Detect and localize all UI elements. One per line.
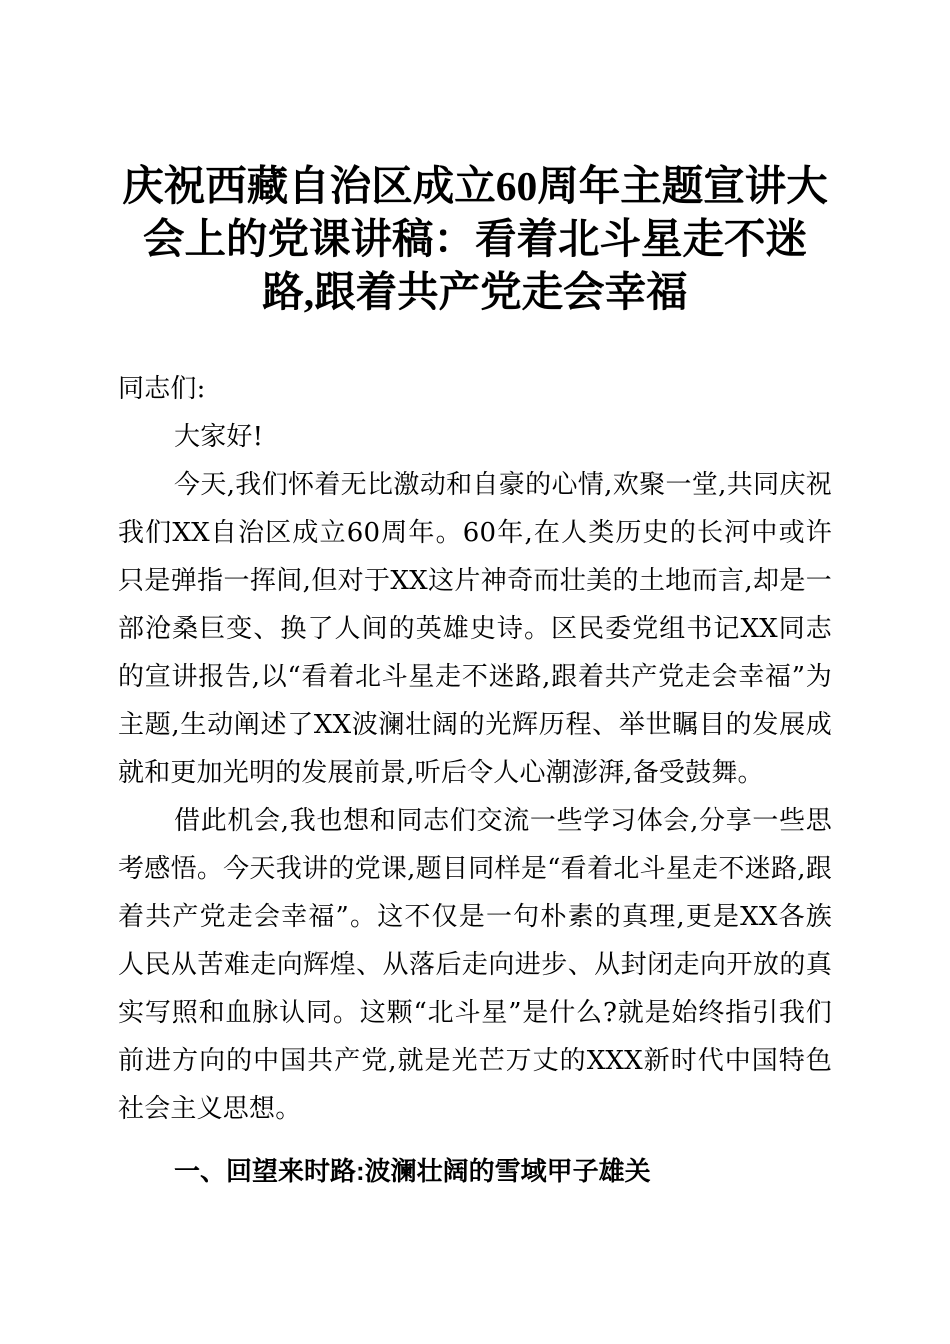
- document-title: 庆祝西藏自治区成立60周年主题宣讲大会上的党课讲稿：看着北斗星走不迷路,跟着共产党走会幸福: [122, 163, 828, 315]
- section-heading-1: 一、回望来时路:波澜壮阔的雪域甲子雄关: [174, 1156, 651, 1186]
- salutation-line: 同志们:: [118, 374, 206, 404]
- document-content: [118, 0, 832, 1195]
- paragraph-1: 今天,我们怀着无比激动和自豪的心情,欢聚一堂,共同庆祝我们XX自治区成立60周年。60年,在人类历史的长河中或许只是弹指一挥间,但对于XX这片神奇而壮美的土地而言,却是一部沧桑巨变、换了人间的英雄史诗。区民委党组书记XX同志的宣讲报告,以“看着北斗星走不迷路,跟着共产党走会幸福”为主题,生动阐述了XX波澜壮阔的光辉历程、举世瞩目的发展成就和更加光明的发展前景,听后令人心潮澎湃,备受鼓舞。: [118, 470, 832, 788]
- document-body: [118, 365, 832, 1195]
- greeting-line: 大家好!: [174, 422, 264, 452]
- paragraph-2: 借此机会,我也想和同志们交流一些学习体会,分享一些思考感悟。今天我讲的党课,题目同样是“看着北斗星走不迷路,跟着共产党走会幸福”。这不仅是一句朴素的真理,更是XX各族人民从苦难走向辉煌、从落后走向进步、从封闭走向开放的真实写照和血脉认同。这颗“北斗星”是什么?就是始终指引我们前进方向的中国共产党,就是光芒万丈的XXX新时代中国特色社会主义思想。: [118, 806, 832, 1124]
